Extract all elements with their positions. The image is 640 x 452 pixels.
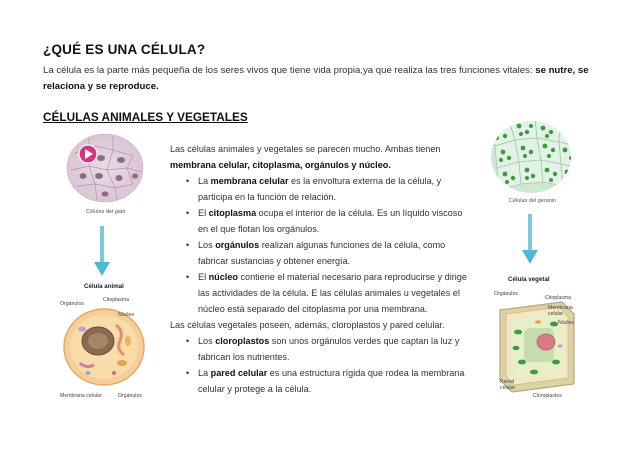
intro-bold: se nutre, se relaciona y se reproduce. <box>43 65 589 92</box>
cat-photo-caption: Células del gato <box>86 209 126 215</box>
lead-text: Las células animales y vegetales se parecen mucho. Ambas tienen <box>170 144 441 154</box>
play-icon[interactable] <box>79 145 97 163</box>
lead-paragraph <box>170 141 470 173</box>
section-title: CÉLULAS ANIMALES Y VEGETALES <box>43 110 248 124</box>
list-item: • La pared celular es una estructura rígida que rodea la membrana celular y protege a la célula. <box>170 365 470 397</box>
label-cloroplastos: Cloroplastos <box>533 393 562 399</box>
label-organulos: Orgánulos <box>60 301 84 307</box>
arrow-down-icon <box>522 214 538 266</box>
cat-cells-photo <box>55 128 151 208</box>
intro-paragraph <box>43 63 603 95</box>
label-membrana: Membrana celular <box>548 305 573 317</box>
parts-list <box>170 173 470 317</box>
label-citoplasma: Citoplasma <box>103 297 129 303</box>
plant-cell-title: Célula vegetal <box>508 276 550 283</box>
label-nucleo: Núcleo <box>558 320 575 326</box>
geranium-photo-caption: Células del geranio <box>509 198 557 204</box>
label-membrana: Membrana celular <box>60 393 102 399</box>
list-item: • El núcleo contiene el material necesario para reproducirse y dirige las actividades de la célula. E las células animales u vegetales el núcleo está separado del citoplasma por una membrana. <box>170 269 470 317</box>
animal-cell-diagram <box>58 295 150 395</box>
body-text <box>170 141 470 397</box>
arrow-down-icon <box>94 226 110 278</box>
plant-parts-list <box>170 333 470 397</box>
plant-paragraph: Las células vegetales poseen, además, cloroplastos y pared celular. <box>170 320 445 330</box>
list-item: • Los orgánulos realizan algunas funciones de la célula, como fabricar sustancias y obtener energía. <box>170 237 470 269</box>
label-citoplasma: Citoplasma <box>545 295 571 301</box>
list-item: • La membrana celular es la envoltura externa de la célula, y participa en la función de relación. <box>170 173 470 205</box>
geranium-cells-photo <box>489 120 573 195</box>
intro-text: La célula es la parte más pequeña de los seres vivos que tiene vida propia,ya que realiza las tres funciones vitales: <box>43 65 536 76</box>
label-nucleo: Núcleo <box>118 312 135 318</box>
label-organulos-2: Orgánulos <box>118 393 142 399</box>
label-organulos: Orgánulos <box>494 291 518 297</box>
list-item: • Los cloroplastos son unos orgánulos verdes que captan la luz y fabrican los nutrientes. <box>170 333 470 365</box>
animal-cell-title: Célula animal <box>84 283 124 290</box>
page-title: ¿QUÉ ES UNA CÉLULA? <box>43 42 206 57</box>
lead-bold: membrana celular, citoplasma, orgánulos y núcleo. <box>170 160 391 170</box>
label-pared: Pared celular <box>500 379 516 391</box>
list-item: • El citoplasma ocupa el interior de la célula. Es un líquido viscoso en el que flotan los orgánulos. <box>170 205 470 237</box>
